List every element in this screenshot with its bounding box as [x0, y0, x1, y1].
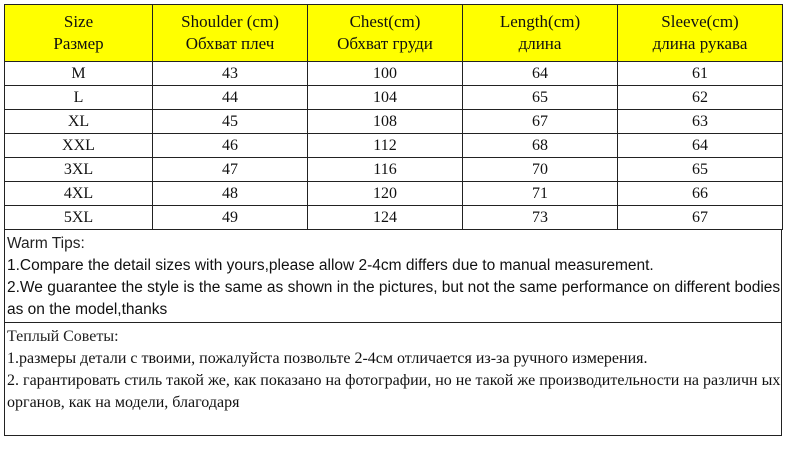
table-row	[5, 134, 783, 158]
cell-length: 70	[463, 158, 618, 182]
size-table	[4, 4, 783, 230]
warm-tips-en	[4, 230, 782, 323]
header-size: Size Размер	[5, 5, 153, 62]
cell-chest: 100	[308, 62, 463, 86]
warm-tips-title-ru: Теплый Советы:	[7, 328, 119, 345]
header-chest: Chest(cm) Обхват груди	[308, 5, 463, 62]
warm-tip-line-ru: 2. гарантировать стиль такой же, как показано на фотографии, но не такой же производительности на различн ых органов, как на модели, благодаря	[7, 372, 781, 411]
cell-size: XXL	[5, 134, 153, 158]
cell-sleeve: 61	[618, 62, 783, 86]
cell-length: 67	[463, 110, 618, 134]
cell-size: XL	[5, 110, 153, 134]
cell-sleeve: 64	[618, 134, 783, 158]
header-shoulder: Shoulder (cm) Обхват плеч	[153, 5, 308, 62]
cell-sleeve: 67	[618, 206, 783, 230]
table-row	[5, 86, 783, 110]
table-row	[5, 62, 783, 86]
cell-shoulder: 47	[153, 158, 308, 182]
warm-tips-ru	[4, 323, 782, 436]
cell-size: L	[5, 86, 153, 110]
header-sleeve: Sleeve(cm) длина рукава	[618, 5, 783, 62]
cell-shoulder: 46	[153, 134, 308, 158]
cell-length: 73	[463, 206, 618, 230]
cell-shoulder: 48	[153, 182, 308, 206]
cell-chest: 116	[308, 158, 463, 182]
cell-chest: 124	[308, 206, 463, 230]
warm-tip-line: 1.Compare the detail sizes with yours,please allow 2-4cm differs due to manual measurement.	[7, 257, 654, 274]
cell-shoulder: 43	[153, 62, 308, 86]
cell-size: 4XL	[5, 182, 153, 206]
header-length: Length(cm) длина	[463, 5, 618, 62]
cell-sleeve: 63	[618, 110, 783, 134]
cell-chest: 112	[308, 134, 463, 158]
warm-tip-line-ru: 1.размеры детали с твоими, пожалуйста позвольте 2-4см отличается из-за ручного измерения.	[7, 350, 648, 367]
cell-shoulder: 49	[153, 206, 308, 230]
cell-length: 64	[463, 62, 618, 86]
table-row	[5, 158, 783, 182]
cell-sleeve: 65	[618, 158, 783, 182]
cell-shoulder: 44	[153, 86, 308, 110]
header-row	[5, 5, 783, 62]
cell-length: 71	[463, 182, 618, 206]
cell-shoulder: 45	[153, 110, 308, 134]
cell-chest: 104	[308, 86, 463, 110]
cell-size: 3XL	[5, 158, 153, 182]
cell-chest: 120	[308, 182, 463, 206]
cell-size: M	[5, 62, 153, 86]
warm-tips-title: Warm Tips:	[7, 235, 85, 252]
cell-sleeve: 66	[618, 182, 783, 206]
cell-chest: 108	[308, 110, 463, 134]
cell-length: 65	[463, 86, 618, 110]
table-row	[5, 206, 783, 230]
cell-size: 5XL	[5, 206, 153, 230]
table-row	[5, 110, 783, 134]
cell-sleeve: 62	[618, 86, 783, 110]
size-chart	[4, 4, 782, 436]
warm-tip-line: 2.We guarantee the style is the same as shown in the pictures, but not the same performance on different bodies as on the model,thanks	[7, 279, 781, 318]
cell-length: 68	[463, 134, 618, 158]
table-row	[5, 182, 783, 206]
